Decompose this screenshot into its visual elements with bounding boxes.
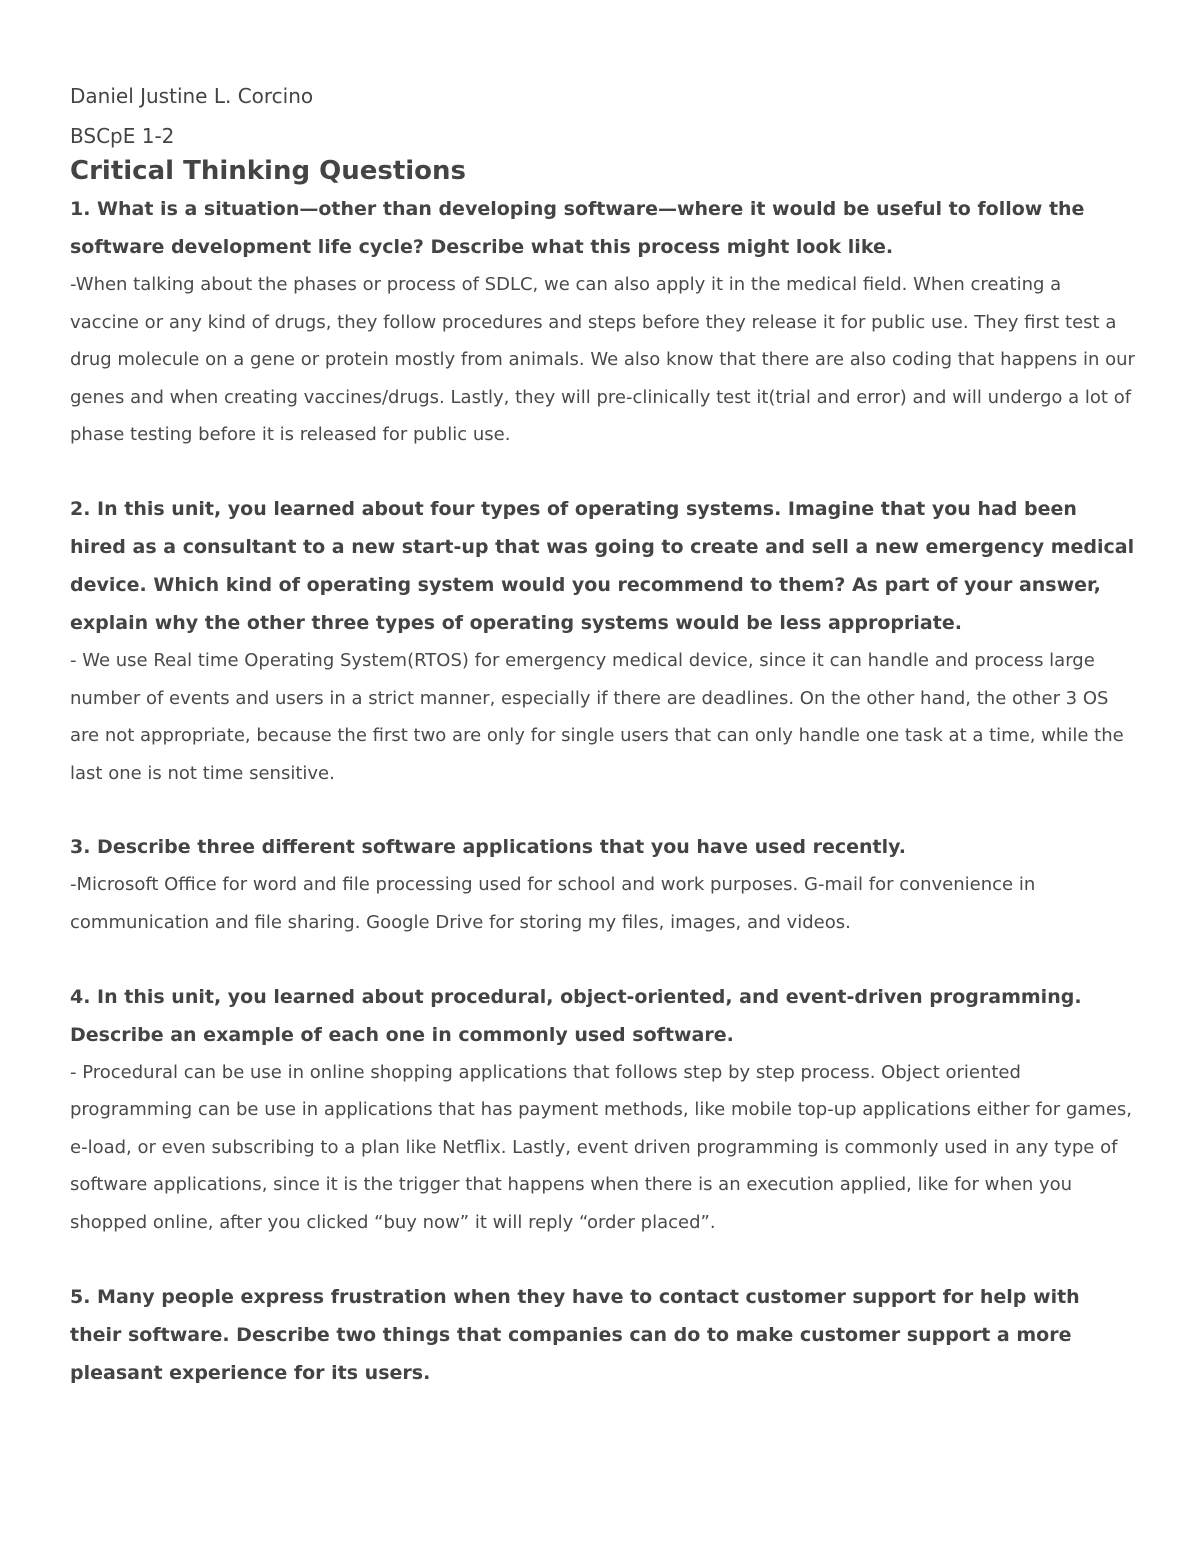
answer-3: -Microsoft Office for word and file processing used for school and work purposes. G-mail for convenience in communication and file sharing. Google Drive for storing my files, images, and videos. [70, 874, 1036, 933]
question-4: 4. In this unit, you learned about procedural, object-oriented, and event-driven programming. Describe an example of each one in commonly used software. [70, 985, 1082, 1046]
question-2: 2. In this unit, you learned about four types of operating systems. Imagine that you had been hired as a consultant to a new start-up that was going to create and sell a new emergency medical device. Which kind of operating system would you recommend to them? As part of your answer, explain why the other three types of operating systems would be less appropriate. [70, 497, 1135, 634]
answer-1: -When talking about the phases or process of SDLC, we can also apply it in the medical field. When creating a vaccine or any kind of drugs, they follow procedures and steps before they release it for public use. They first test a drug molecule on a gene or protein mostly from animals. We also know that there are also coding that happens in our genes and when creating vaccines/drugs. Lastly, they will pre-clinically test it(trial and error) and will undergo a lot of phase testing before it is released for public use. [70, 274, 1135, 446]
qa-block-3 [70, 828, 1135, 941]
qa-block-1 [70, 190, 1135, 454]
author-name: Daniel Justine L. Corcino [70, 84, 314, 108]
answer-4: - Procedural can be use in online shopping applications that follows step by step process. Object oriented programming can be use in applications that has payment methods, like mobile top-up applications either for games, e-load, or even subscribing to a plan like Netflix. Lastly, event driven programming is commonly used in any type of software applications, since it is the trigger that happens when there is an execution applied, like for when you shopped online, after you clicked “buy now” it will reply “order placed”. [70, 1061, 1133, 1233]
document-title: Critical Thinking Questions [70, 156, 467, 186]
qa-block-4 [70, 978, 1135, 1242]
question-3: 3. Describe three different software applications that you have used recently. [70, 836, 906, 859]
spacer [70, 1242, 1135, 1278]
spacer [70, 454, 1135, 490]
document-page [70, 80, 1135, 1392]
class-section: BSCpE 1-2 [70, 124, 175, 148]
answer-2: - We use Real time Operating System(RTOS) for emergency medical device, since it can handle and process large number of events and users in a strict manner, especially if there are deadlines. On the other hand, the other 3 OS are not appropriate, because the first two are only for single users that can only handle one task at a time, while the last one is not time sensitive. [70, 649, 1124, 784]
qa-block-5 [70, 1278, 1135, 1392]
qa-block-2 [70, 490, 1135, 792]
question-5: 5. Many people express frustration when they have to contact customer support for help with their software. Describe two things that companies can do to make customer support a more pleasant experience for its users. [70, 1285, 1080, 1384]
spacer [70, 792, 1135, 828]
question-1: 1. What is a situation—other than developing software—where it would be useful to follow the software development life cycle? Describe what this process might look like. [70, 198, 1085, 258]
spacer [70, 942, 1135, 978]
